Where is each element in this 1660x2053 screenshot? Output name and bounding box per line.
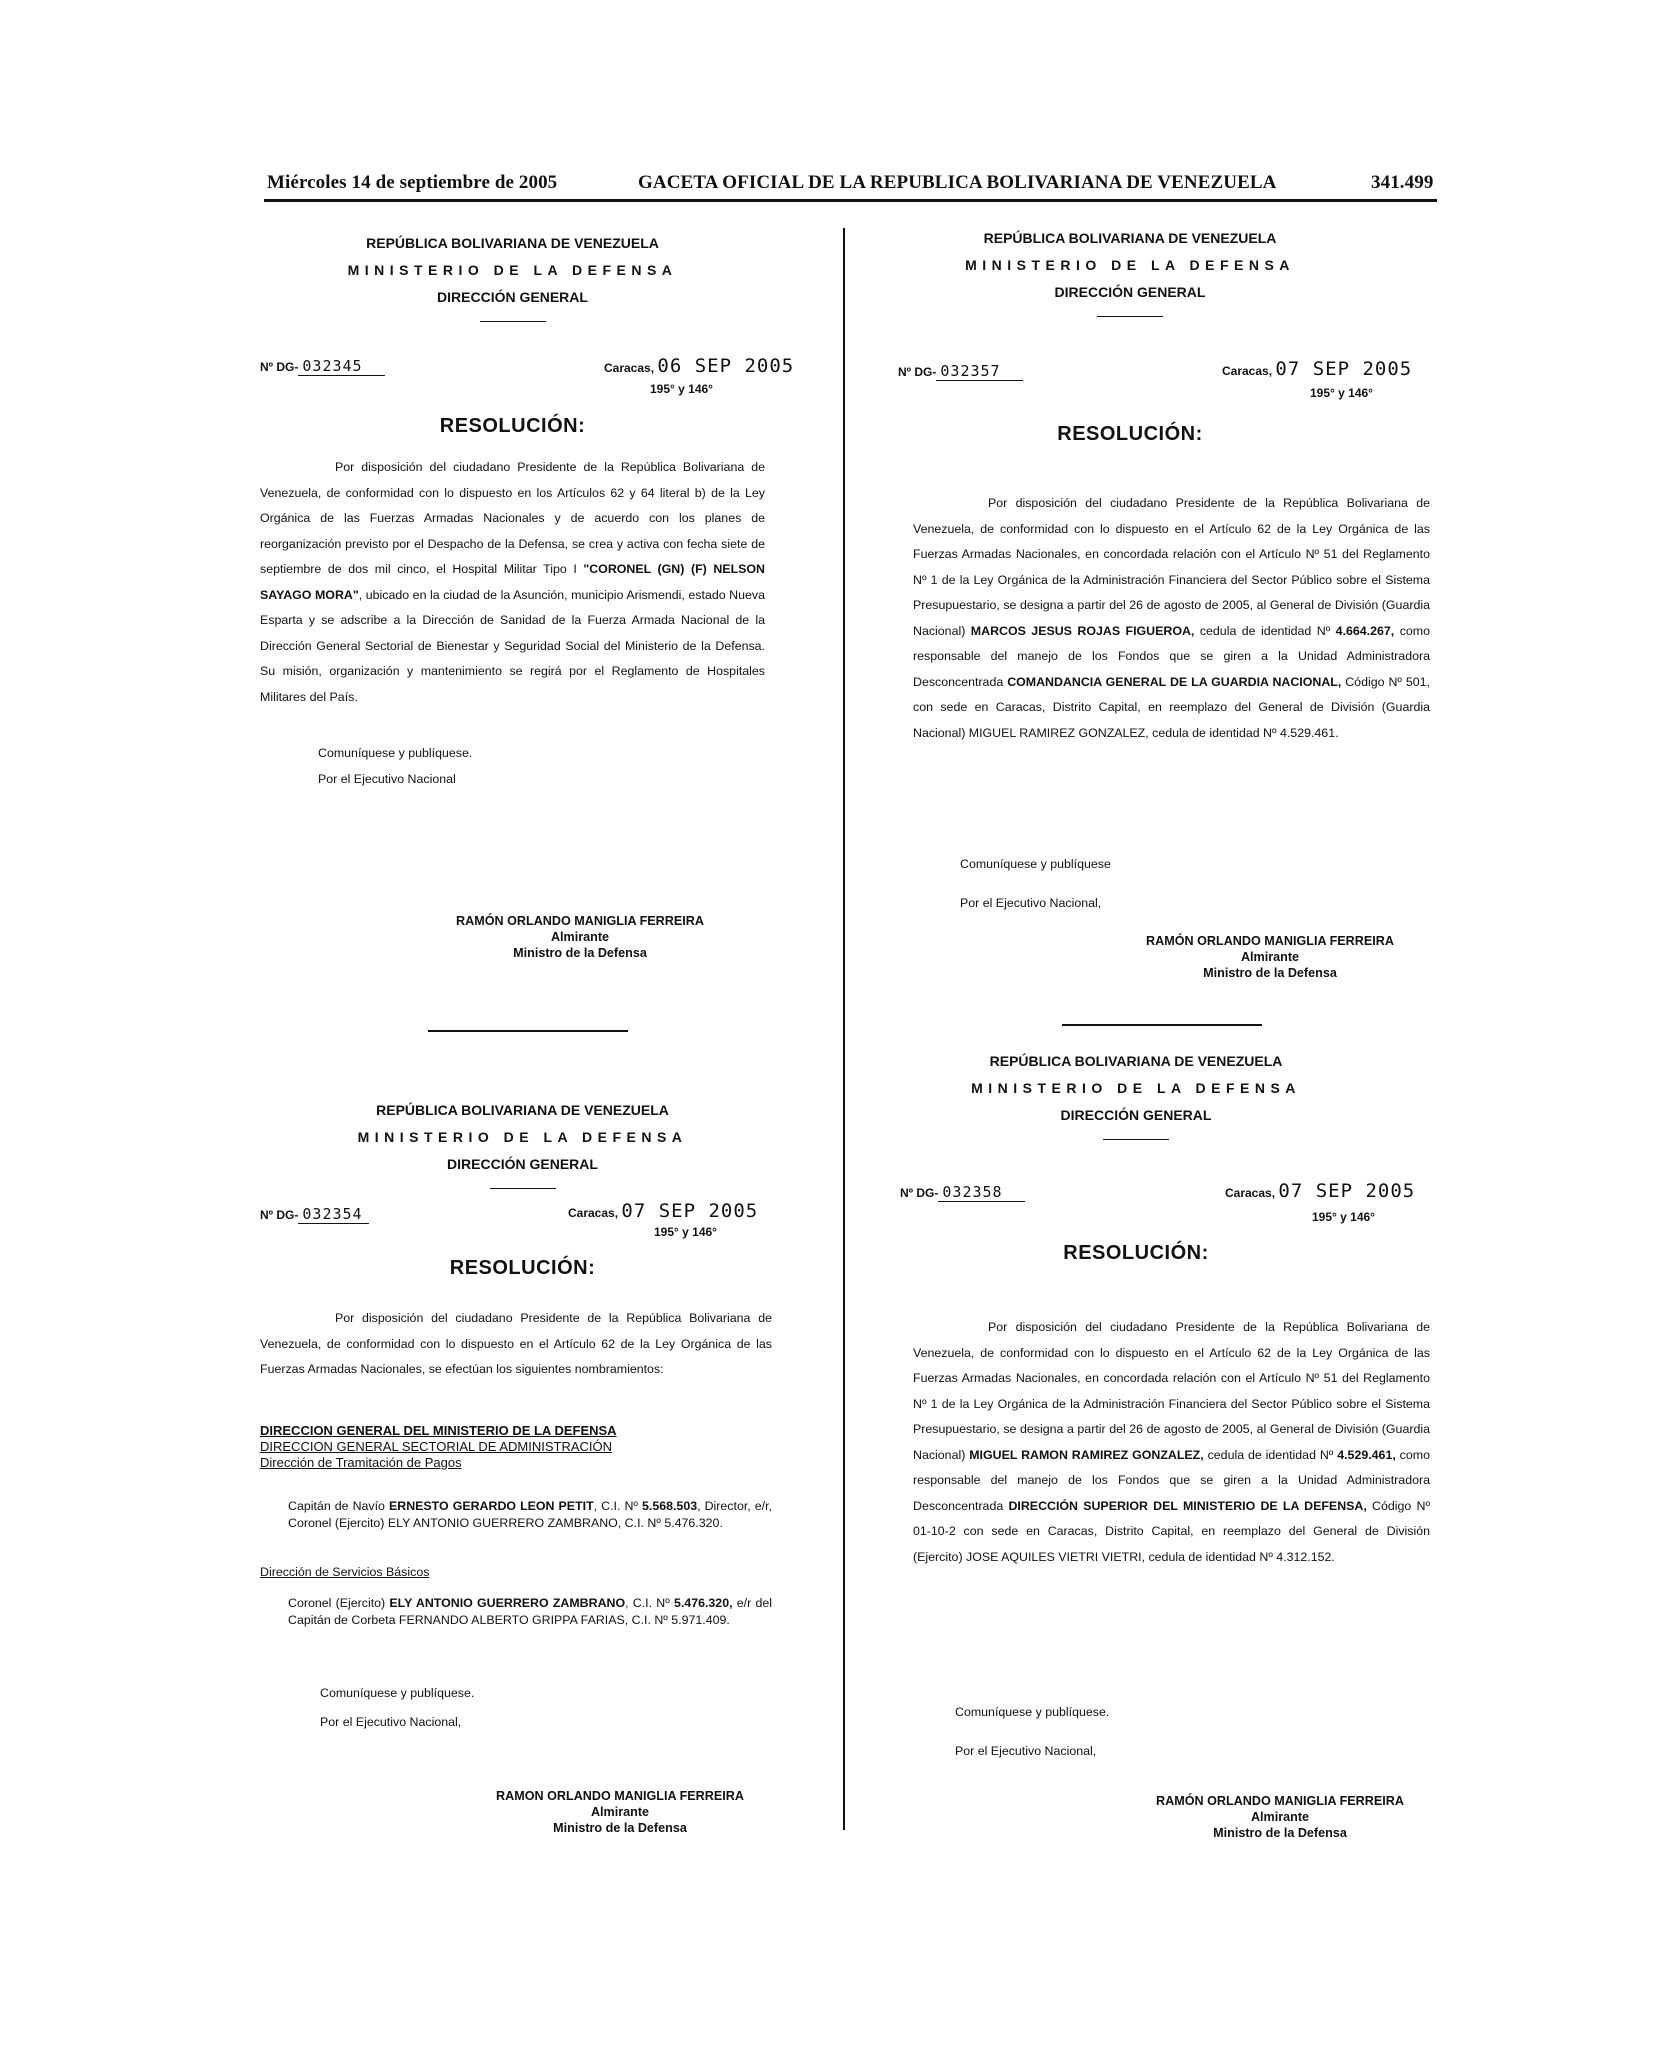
res3-ministry: MINISTERIO DE LA DEFENSA: [965, 257, 1295, 273]
res1-number-line: [260, 357, 385, 376]
res3-caracas: Caracas,: [1222, 364, 1273, 378]
res3-text-3: como responsable del manejo de los Fondos que se giren a la Unidad Administradora Desconcentrada: [913, 623, 1430, 689]
res3-sig-title: Ministro de la Defensa: [1203, 966, 1337, 980]
res4-direction: DIRECCIÓN GENERAL: [1060, 1107, 1212, 1123]
res2-head-4: Dirección de Servicios Básicos: [260, 1565, 430, 1579]
res3-letterhead: [870, 225, 1390, 317]
res4-text-4: Código Nº 01-10-2 con sede en Caracas, Distrito Capital, en reemplazo del General de División (Ejercito) JOSE AQUILES VIETRI VIETRI, cedula de identidad Nº 4.312.152.: [913, 1498, 1430, 1564]
res3-closing: [960, 845, 1111, 923]
res3-text-2: cedula de identidad Nº: [1194, 623, 1336, 638]
res3-place-date: [1222, 358, 1412, 380]
res4-text-3: como responsable del manejo de los Fondos que se giren a la Unidad Administradora Desconcentrada: [913, 1447, 1430, 1513]
res2-appt2-ci: , C.I. Nº: [625, 1596, 674, 1610]
res2-place-date: [568, 1200, 758, 1222]
res2-ministry: MINISTERIO DE LA DEFENSA: [357, 1129, 688, 1145]
res4-years: 195° y 146°: [1312, 1210, 1375, 1224]
res3-text-4: Código Nº 501, con sede en Caracas, Distrito Capital, en reemplazo del General de División (Guardia Nacional) MIGUEL RAMIREZ GONZALEZ, cedula de identidad Nº 4.529.461.: [913, 674, 1430, 740]
res4-closing: [955, 1693, 1109, 1771]
res3-sig-rank: Almirante: [1240, 950, 1300, 964]
res2-appt1-rest: , Director, e/r, Coronel (Ejercito) ELY ANTONIO GUERRERO ZAMBRANO, C.I. Nº 5.476.320.: [288, 1499, 772, 1530]
res4-closing-1: Comuníquese y publíquese.: [955, 1705, 1110, 1719]
res1-title: RESOLUCIÓN:: [439, 415, 586, 437]
res1-caracas: Caracas,: [604, 361, 655, 375]
gazette-title: GACETA OFICIAL DE LA REPUBLICA BOLIVARIANA DE VENEZUELA: [638, 172, 1277, 193]
res2-body-text: Por disposición del ciudadano Presidente de la República Bolivariana de Venezuela, de conformidad con lo dispuesto en el Artículo 62 de la Ley Orgánica de las Fuerzas Armadas Nacionales, se efectúan los siguientes nombramientos:: [260, 1311, 772, 1376]
res1-body-text-2: , ubicado en la ciudad de la Asunción, municipio Arismendi, estado Nueva Esparta y se adscribe a la Dirección de Sanidad de la Fuerza Armada Nacional de la Dirección General Sectorial de Bienestar y Seguridad Social del Ministerio de la Defensa. Su misión, organización y mantenimiento se regirá por el Reglamento de Hospitales Militares del País.: [260, 587, 765, 704]
res3-designee-ci: 4.664.267,: [1335, 623, 1395, 638]
res4-ministry: MINISTERIO DE LA DEFENSA: [971, 1080, 1301, 1096]
res2-appt2-rest: e/r del Capitán de Corbeta FERNANDO ALBERTO GRIPPA FARIAS, C.I. Nº 5.971.409.: [288, 1596, 772, 1627]
res2-short-rule: [490, 1188, 556, 1189]
res2-appt1-ci-number: 5.568.503: [641, 1499, 698, 1513]
res3-body: [913, 491, 1430, 746]
res2-head-3: Dirección de Tramitación de Pagos: [260, 1455, 462, 1470]
res2-closing-1: Comuníquese y publíquese.: [320, 1686, 475, 1700]
res2-appt1-name: ERNESTO GERARDO LEON PETIT: [388, 1499, 594, 1513]
res2-date-stamp: 07 SEP 2005: [621, 1200, 759, 1222]
res1-hospital-name: "CORONEL (GN) (F) NELSON SAYAGO MORA": [260, 562, 765, 602]
res3-sig-name: RAMÓN ORLANDO MANIGLIA FERREIRA: [1146, 934, 1394, 948]
gazette-date: Miércoles 14 de septiembre de 2005: [267, 172, 558, 193]
res4-text-2: cedula de identidad Nº: [1203, 1447, 1338, 1462]
res3-designee-name: MARCOS JESUS ROJAS FIGUEROA,: [970, 623, 1195, 638]
res3-number-line: [898, 362, 1023, 381]
res1-republic: REPÚBLICA BOLIVARIANA DE VENEZUELA: [366, 235, 659, 251]
column-divider: [843, 228, 845, 1830]
header-rule: [264, 199, 1437, 202]
res3-direction: DIRECCIÓN GENERAL: [1054, 284, 1206, 300]
res2-signature: [470, 1788, 770, 1836]
res4-designee-name: MIGUEL RAMON RAMIREZ GONZALEZ,: [969, 1447, 1204, 1462]
res4-designee-ci: 4.529.461,: [1337, 1447, 1396, 1462]
res3-short-rule: [1097, 316, 1163, 317]
res2-appt2-ci-number: 5.476.320,: [673, 1596, 733, 1610]
res2-number-prefix: Nº DG-: [260, 1208, 299, 1222]
res1-body-text-1: Por disposición del ciudadano Presidente de la República Bolivariana de Venezuela, de conformidad con lo dispuesto en los Artículos 62 y 64 literal b) de la Ley Orgánica de las Fuerzas Armadas Nacionales y de acuerdo con los planes de reorganización previsto por el Despacho de la Defensa, se crea y activa con fecha siete de septiembre de dos mil cinco, el Hospital Militar Tipo I: [260, 460, 765, 576]
res4-title: RESOLUCIÓN:: [1063, 1242, 1209, 1264]
res3-republic: REPÚBLICA BOLIVARIANA DE VENEZUELA: [983, 230, 1277, 246]
res4-unit-name: DIRECCIÓN SUPERIOR DEL MINISTERIO DE LA DEFENSA,: [1008, 1498, 1367, 1513]
res1-years: 195° y 146°: [650, 382, 713, 396]
res4-letterhead: [876, 1048, 1396, 1140]
res3-title: RESOLUCIÓN:: [1057, 423, 1203, 445]
res4-place-date: [1225, 1180, 1415, 1202]
res1-number: 032345: [298, 357, 384, 376]
res4-short-rule: [1103, 1139, 1169, 1140]
res3-date-stamp: 07 SEP 2005: [1275, 358, 1413, 380]
res2-sig-name: RAMON ORLANDO MANIGLIA FERREIRA: [496, 1789, 744, 1803]
res1-date-stamp: 06 SEP 2005: [657, 355, 795, 377]
res3-number: 032357: [936, 362, 1022, 381]
res3-number-prefix: Nº DG-: [898, 365, 937, 379]
res2-direction: DIRECCIÓN GENERAL: [447, 1156, 598, 1172]
res4-sig-rank: Almirante: [1250, 1810, 1310, 1824]
res1-body: [260, 455, 765, 710]
res1-ministry: MINISTERIO DE LA DEFENSA: [347, 262, 678, 278]
res2-appointment-1: [288, 1498, 772, 1532]
res4-number-prefix: Nº DG-: [900, 1186, 939, 1200]
res3-years: 195° y 146°: [1310, 386, 1373, 400]
res2-closing: [320, 1679, 474, 1737]
res2-closing-2: Por el Ejecutivo Nacional,: [320, 1715, 462, 1729]
res1-short-rule: [480, 321, 546, 322]
res1-closing: [318, 740, 472, 792]
res3-signature: [1110, 933, 1430, 981]
res1-number-prefix: Nº DG-: [260, 360, 299, 374]
res2-body: [260, 1306, 772, 1383]
res2-title: RESOLUCIÓN:: [449, 1257, 596, 1279]
res2-head-2: DIRECCION GENERAL SECTORIAL DE ADMINISTRACIÓN: [260, 1439, 613, 1454]
res1-direction: DIRECCIÓN GENERAL: [437, 289, 588, 305]
res4-text-1: Por disposición del ciudadano Presidente de la República Bolivariana de Venezuela, de conformidad con lo dispuesto en el Artículo 62 de la Ley Orgánica de las Fuerzas Armadas Nacionales, en concordada relación con el Artículo Nº 51 del Reglamento Nº 1 de la Ley Orgánica de la Administración Financiera del Sector Público sobre el Sistema Presupuestario, se designa a partir del 26 de agosto de 2005, al General de División (Guardia Nacional): [913, 1320, 1430, 1462]
res2-number: 032354: [298, 1205, 368, 1224]
res1-sig-name: RAMÓN ORLANDO MANIGLIA FERREIRA: [456, 914, 704, 928]
res2-appt2-name: ELY ANTONIO GUERRERO ZAMBRANO: [389, 1596, 626, 1610]
res2-republic: REPÚBLICA BOLIVARIANA DE VENEZUELA: [376, 1102, 669, 1118]
res2-appt1-rank: Capitán de Navío: [288, 1499, 389, 1513]
res2-appointment-2: [288, 1595, 772, 1629]
res1-closing-1: Comuníquese y publíquese.: [318, 746, 473, 760]
res4-caracas: Caracas,: [1225, 1186, 1276, 1200]
res3-closing-2: Por el Ejecutivo Nacional,: [960, 896, 1102, 910]
res2-section-heading: [260, 1423, 617, 1471]
res1-sig-title: Ministro de la Defensa: [513, 946, 647, 960]
res4-sig-name: RAMÓN ORLANDO MANIGLIA FERREIRA: [1156, 1794, 1404, 1808]
res2-years: 195° y 146°: [654, 1225, 717, 1239]
res1-place-date: [604, 355, 794, 377]
res3-separator: [1062, 1024, 1262, 1026]
res1-letterhead: [260, 230, 765, 322]
res2-appt1-ci: , C.I. Nº: [593, 1499, 642, 1513]
res1-closing-2: Por el Ejecutivo Nacional: [318, 772, 456, 786]
res2-caracas: Caracas,: [568, 1206, 619, 1220]
res1-signature: [430, 913, 730, 961]
res1-separator: [428, 1030, 628, 1032]
res2-letterhead: [260, 1097, 785, 1189]
res4-date-stamp: 07 SEP 2005: [1278, 1180, 1416, 1202]
res2-sig-rank: Almirante: [590, 1805, 650, 1819]
res4-republic: REPÚBLICA BOLIVARIANA DE VENEZUELA: [989, 1053, 1283, 1069]
res4-closing-2: Por el Ejecutivo Nacional,: [955, 1744, 1097, 1758]
res2-appt2-rank: Coronel (Ejercito): [288, 1596, 390, 1610]
page-number: 341.499: [1371, 172, 1434, 193]
res1-sig-rank: Almirante: [550, 930, 610, 944]
res2-head-1: DIRECCION GENERAL DEL MINISTERIO DE LA DEFENSA: [260, 1423, 617, 1438]
res2-number-line: [260, 1205, 369, 1224]
res4-body: [913, 1315, 1430, 1570]
res2-sig-title: Ministro de la Defensa: [553, 1821, 687, 1835]
res3-unit-name: COMANDANCIA GENERAL DE LA GUARDIA NACIONAL,: [1007, 674, 1342, 689]
res3-closing-1: Comuníquese y publíquese: [960, 857, 1111, 871]
res4-signature: [1120, 1793, 1440, 1841]
res4-number-line: [900, 1183, 1025, 1202]
res4-sig-title: Ministro de la Defensa: [1213, 1826, 1347, 1840]
res3-text-1: Por disposición del ciudadano Presidente de la República Bolivariana de Venezuela, de conformidad con lo dispuesto en el Artículo 62 de la Ley Orgánica de las Fuerzas Armadas Nacionales, en concordada relación con el Artículo Nº 51 del Reglamento Nº 1 de la Ley Orgánica de la Administración Financiera del Sector Público sobre el Sistema Presupuestario, se designa a partir del 26 de agosto de 2005, al General de División (Guardia Nacional): [913, 496, 1430, 638]
res4-number: 032358: [938, 1183, 1024, 1202]
